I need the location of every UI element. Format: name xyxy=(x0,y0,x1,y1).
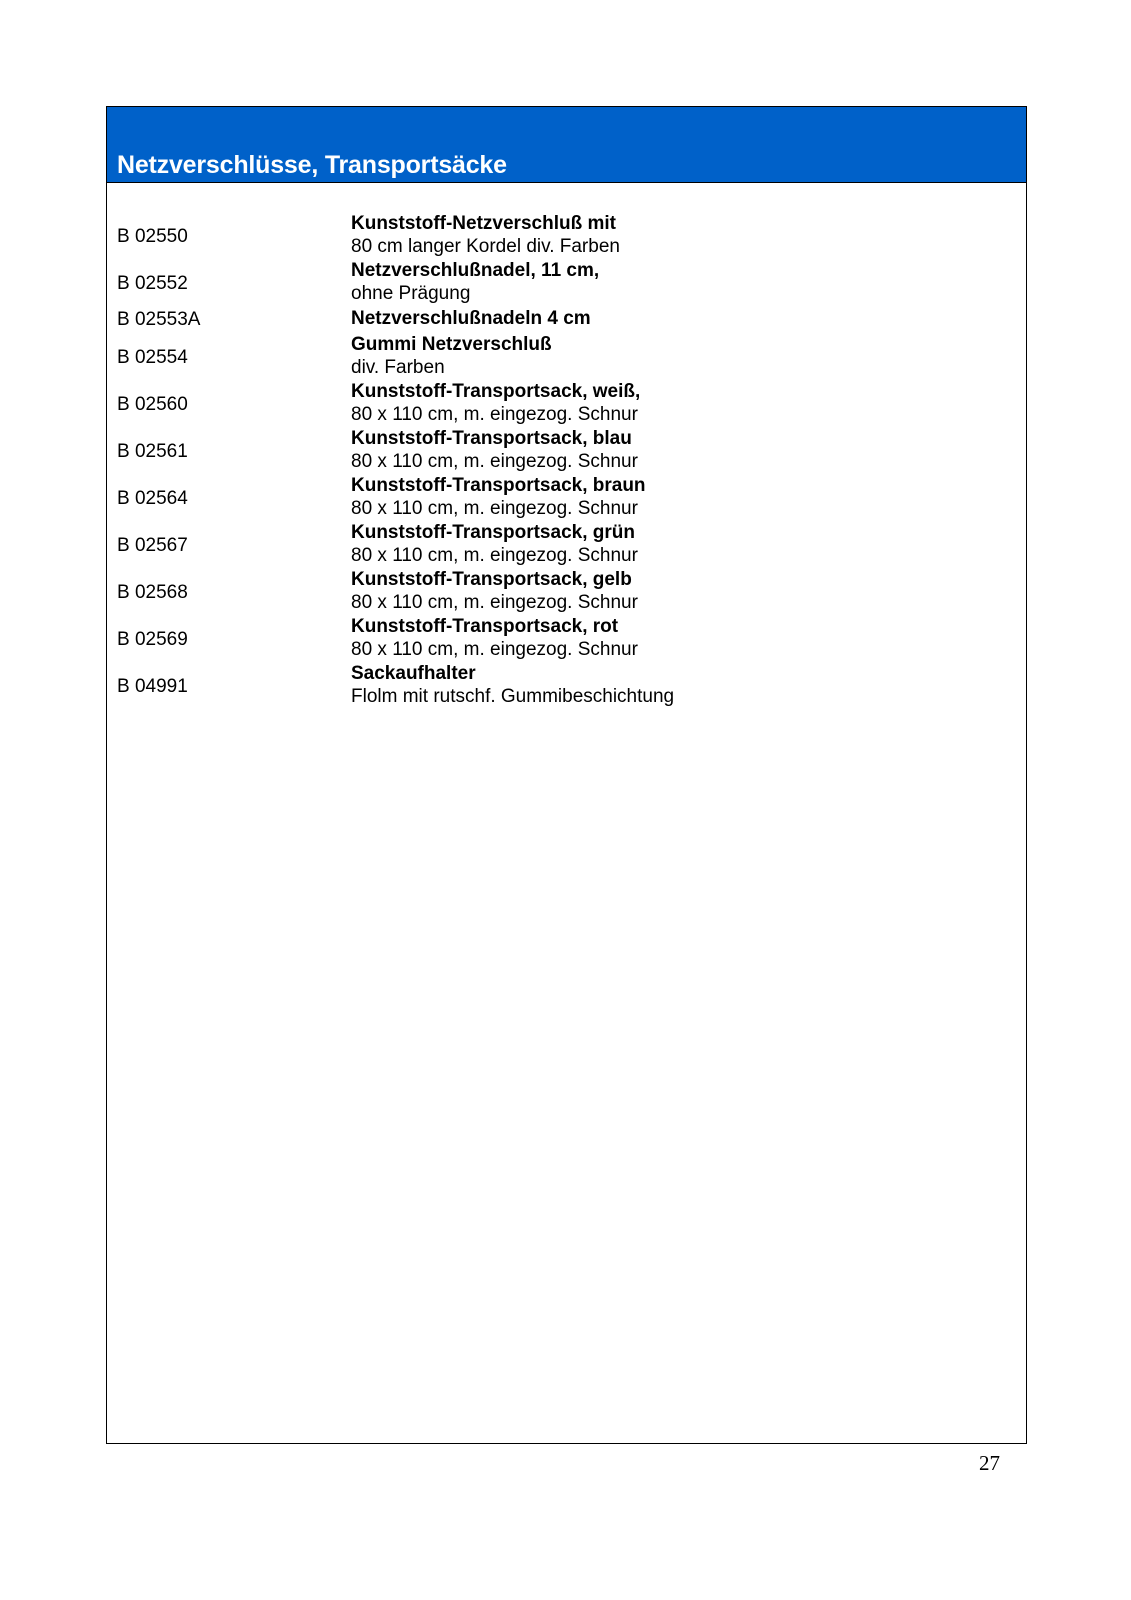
item-title: Kunststoff-Transportsack, braun xyxy=(351,475,646,496)
item-description: ohne Prägung xyxy=(351,283,471,304)
item-code: B 02554 xyxy=(117,347,188,368)
list-item xyxy=(107,664,1026,711)
list-item xyxy=(107,429,1026,476)
page-number: 27 xyxy=(979,1451,1000,1475)
item-code: B 02567 xyxy=(117,535,188,556)
section-title: Netzverschlüsse, Transportsäcke xyxy=(117,151,507,179)
list-item xyxy=(107,261,1026,308)
item-title: Kunststoff-Transportsack, gelb xyxy=(351,569,632,590)
item-description: 80 cm langer Kordel div. Farben xyxy=(351,236,620,257)
item-code: B 02561 xyxy=(117,441,188,462)
item-description: 80 x 110 cm, m. eingezog. Schnur xyxy=(351,498,638,519)
item-title: Kunststoff-Transportsack, grün xyxy=(351,522,635,543)
item-description: 80 x 110 cm, m. eingezog. Schnur xyxy=(351,451,638,472)
item-title: Netzverschlußnadel, 11 cm, xyxy=(351,260,600,281)
item-code: B 02568 xyxy=(117,582,188,603)
item-code: B 04991 xyxy=(117,676,188,697)
item-description: 80 x 110 cm, m. eingezog. Schnur xyxy=(351,639,638,660)
item-code: B 02552 xyxy=(117,273,188,294)
item-list xyxy=(107,214,1026,711)
item-description: Flolm mit rutschf. Gummibeschichtung xyxy=(351,686,675,707)
list-item xyxy=(107,309,1026,336)
list-item xyxy=(107,476,1026,523)
item-description: div. Farben xyxy=(351,357,445,378)
section-header xyxy=(107,107,1026,183)
item-description: 80 x 110 cm, m. eingezog. Schnur xyxy=(351,592,638,613)
item-code: B 02560 xyxy=(117,394,188,415)
item-code: B 02569 xyxy=(117,629,188,650)
item-title: Kunststoff-Transportsack, rot xyxy=(351,616,619,637)
item-code: B 02550 xyxy=(117,226,188,247)
item-description: 80 x 110 cm, m. eingezog. Schnur xyxy=(351,545,638,566)
list-item xyxy=(107,523,1026,570)
list-item xyxy=(107,214,1026,261)
item-title: Kunststoff-Netzverschluß mit xyxy=(351,213,616,234)
list-item xyxy=(107,617,1026,664)
item-code: B 02564 xyxy=(117,488,188,509)
list-item xyxy=(107,570,1026,617)
item-description: 80 x 110 cm, m. eingezog. Schnur xyxy=(351,404,638,425)
item-title: Kunststoff-Transportsack, blau xyxy=(351,428,632,449)
item-title: Kunststoff-Transportsack, weiß, xyxy=(351,381,641,402)
item-title: Gummi Netzverschluß xyxy=(351,334,552,355)
item-code: B 02553A xyxy=(117,309,201,330)
item-title: Netzverschlußnadeln 4 cm xyxy=(351,308,591,329)
list-item xyxy=(107,335,1026,382)
catalog-frame xyxy=(106,106,1027,1444)
list-item xyxy=(107,382,1026,429)
item-title: Sackaufhalter xyxy=(351,663,476,684)
